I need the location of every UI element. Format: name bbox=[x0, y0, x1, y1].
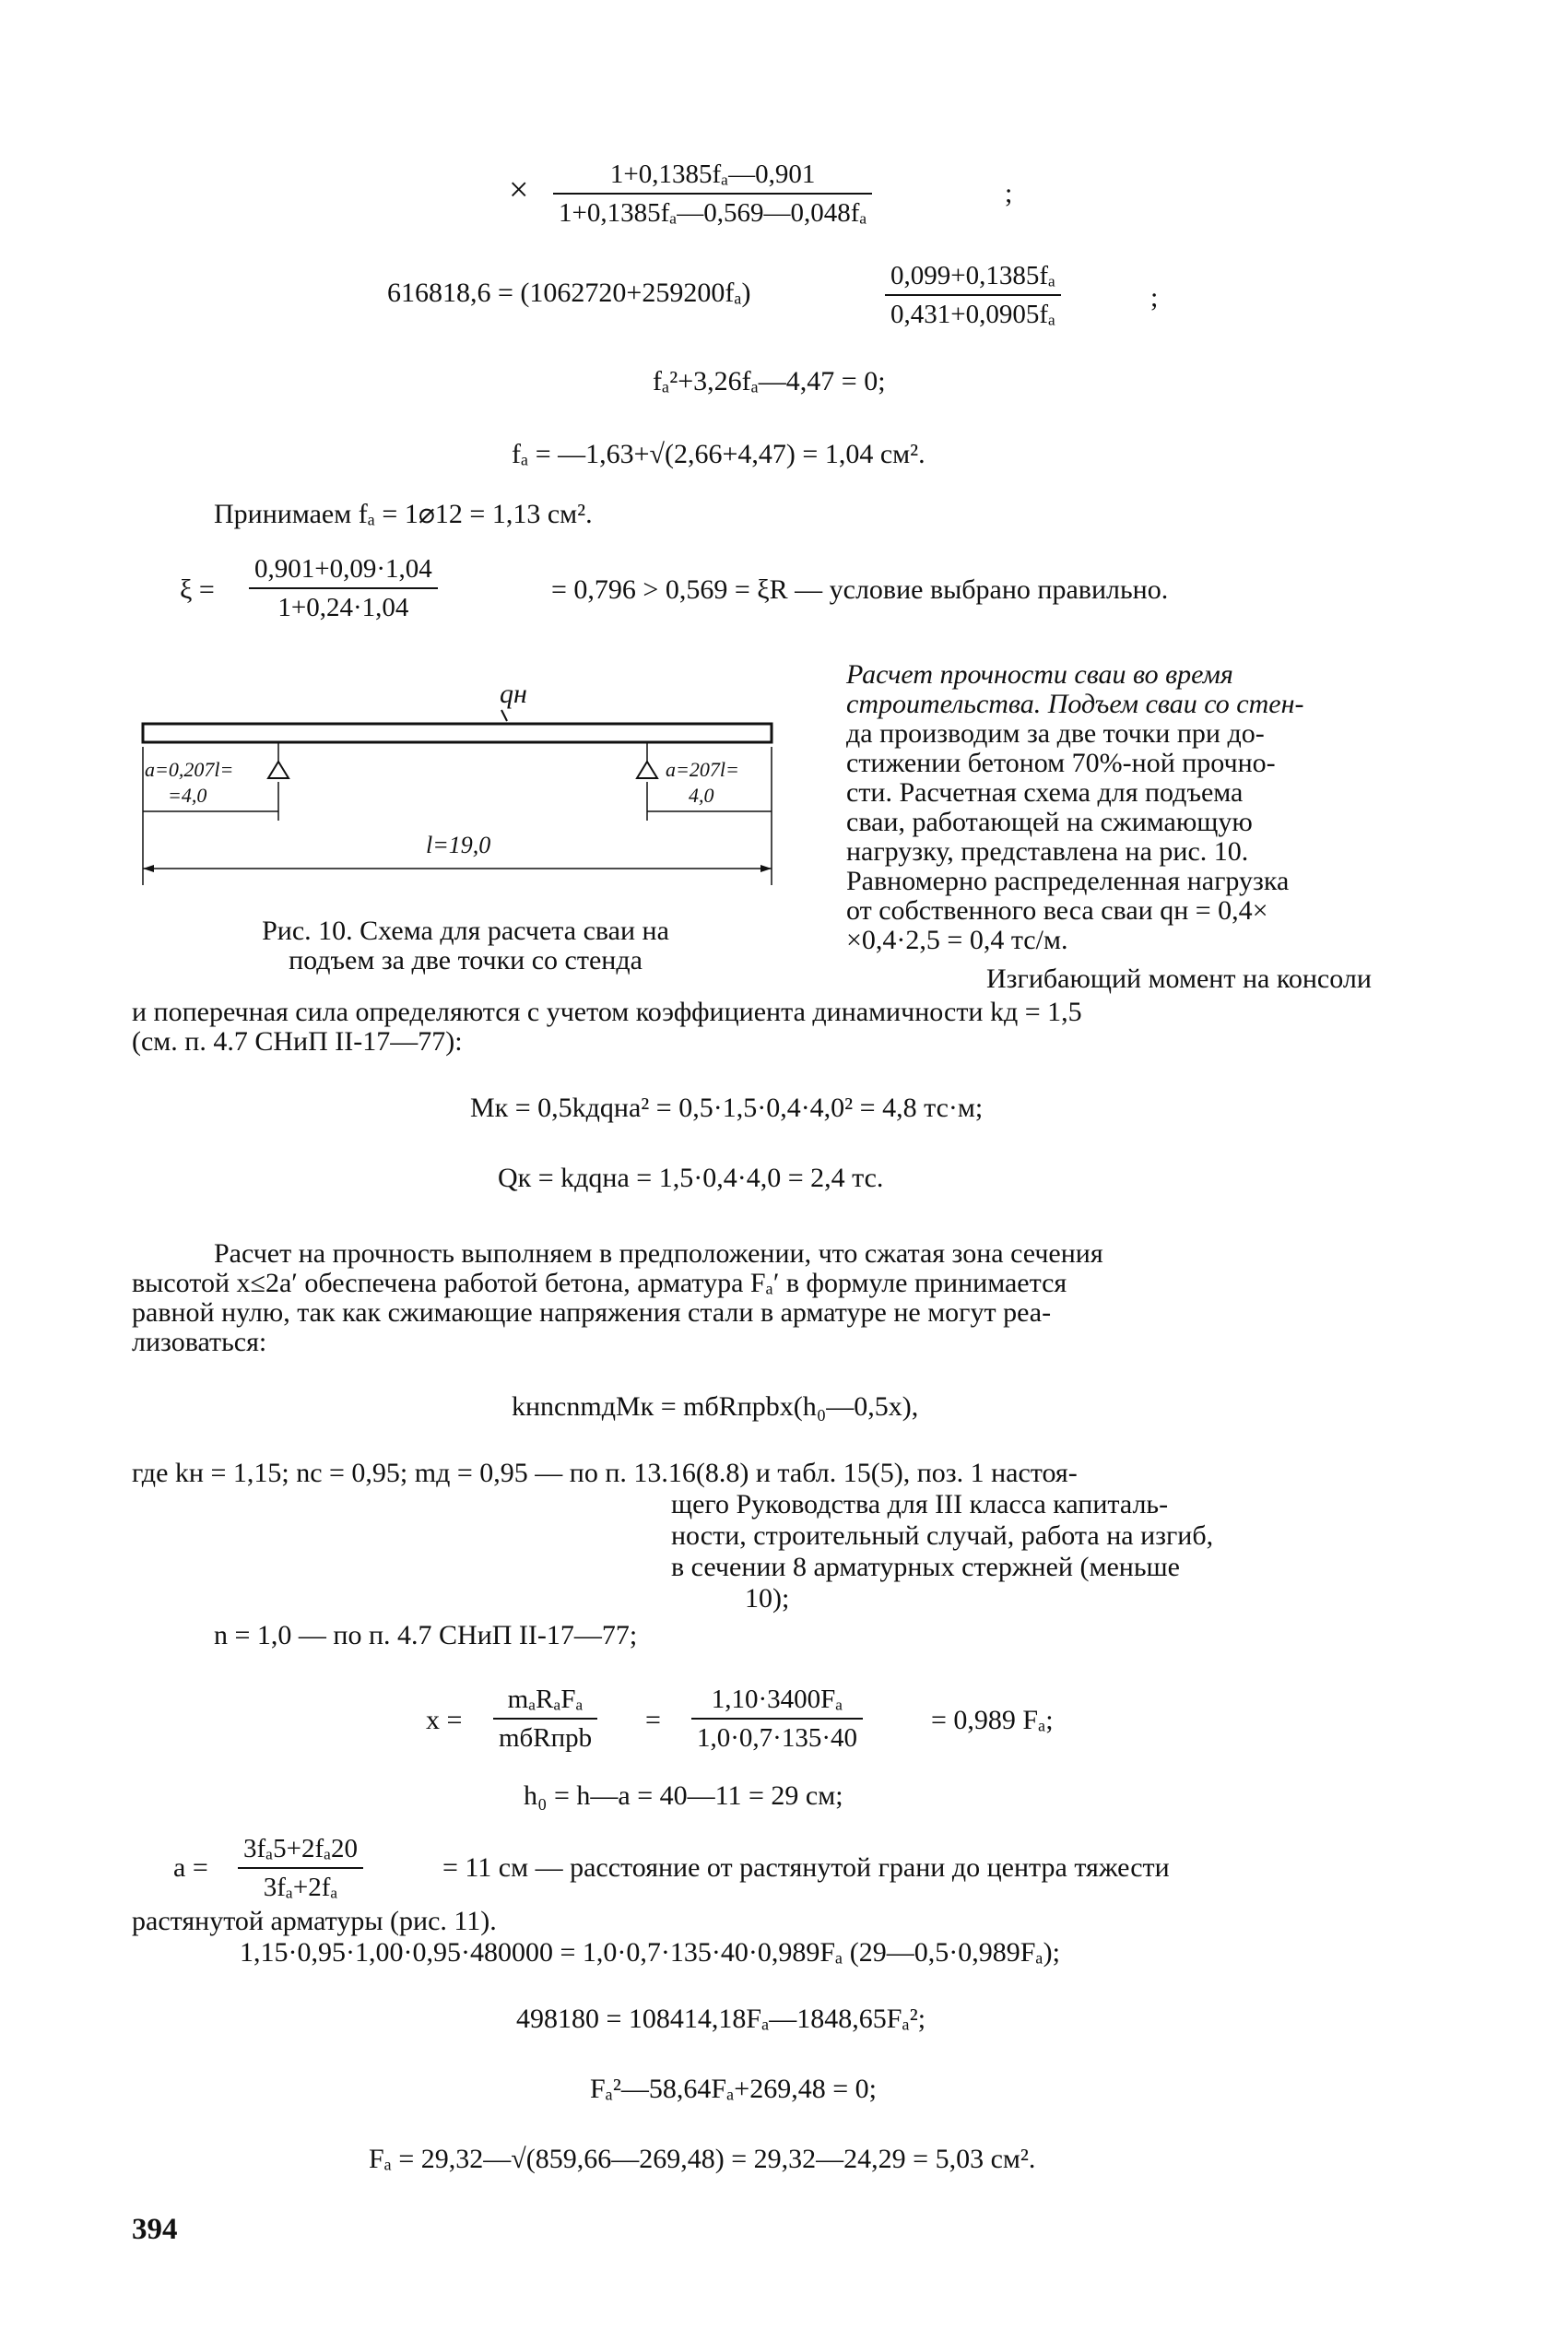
x-fraction-2-numerator: 1,10·3400Fₐ bbox=[711, 1685, 843, 1714]
right-text-line-9: от собственного веса сваи qн = 0,4× bbox=[846, 895, 1268, 926]
left-a-label-2: =4,0 bbox=[168, 784, 207, 807]
x-fraction-1-numerator: mₐRₐFₐ bbox=[507, 1685, 584, 1714]
body-line-2: (см. п. 4.7 СНиП II-17—77): bbox=[132, 1026, 463, 1057]
right-text-line-11: Изгибающий момент на консоли bbox=[986, 964, 1372, 994]
xi-numerator: 0,901+0,09·1,04 bbox=[254, 554, 432, 584]
big-equation: 1,15·0,95·1,00·0,95·480000 = 1,0·0,7·135·40·0,989Fₐ (29—0,5·0,989Fₐ); bbox=[240, 1937, 1060, 1968]
a-left: a = bbox=[173, 1852, 208, 1883]
fraction-2-suffix: ; bbox=[1150, 282, 1159, 313]
equation-4: fₐ = —1,63+√(2,66+4,47) = 1,04 см². bbox=[512, 439, 925, 469]
right-a-label-2: 4,0 bbox=[689, 784, 714, 807]
a-numerator: 3fₐ5+2fₐ20 bbox=[243, 1834, 359, 1863]
where-line-2: щего Руководства для III класса капиталь- bbox=[671, 1489, 1169, 1519]
right-a-label-1: a=207l= bbox=[666, 758, 739, 781]
times-sign: × bbox=[509, 171, 529, 209]
where-line-1: где kн = 1,15; nс = 0,95; mд = 0,95 — по п. 13.16(8.8) и табл. 15(5), поз. 1 настоя- bbox=[132, 1458, 1078, 1488]
diagram-svg bbox=[140, 673, 776, 894]
fraction-2 bbox=[885, 260, 1061, 330]
right-text-line-10: ×0,4·2,5 = 0,4 тс/м. bbox=[846, 925, 1068, 955]
a-right: = 11 см — расстояние от растянутой грани до центра тяжести bbox=[442, 1852, 1170, 1883]
main-strength-equation: kнnсnmдMк = mбRпрbx(h₀—0,5x), bbox=[512, 1391, 919, 1422]
equation-3: fₐ²+3,26fₐ—4,47 = 0; bbox=[653, 366, 886, 396]
left-a-label-1: a=0,207l= bbox=[145, 758, 234, 781]
paragraph-line-4: лизоваться: bbox=[132, 1327, 267, 1357]
xi-right: = 0,796 > 0,569 = ξR — условие выбрано правильно. bbox=[551, 574, 1169, 605]
a-continuation: растянутой арматуры (рис. 11). bbox=[132, 1906, 497, 1936]
right-text-line-5: сти. Расчетная схема для подъема bbox=[846, 777, 1244, 808]
x-fraction-2-denominator: 1,0·0,7·135·40 bbox=[691, 1718, 863, 1754]
paragraph-line-1: Расчет на прочность выполняем в предположении, что сжатая зона сечения bbox=[214, 1238, 1103, 1269]
pile-beam bbox=[143, 724, 772, 742]
x-left: x = bbox=[426, 1705, 463, 1735]
fraction-2-numerator: 0,099+0,1385fₐ bbox=[890, 261, 1055, 290]
equation-498180: 498180 = 108414,18Fₐ—1848,65Fₐ²; bbox=[516, 2004, 926, 2034]
right-text-line-2-text: строительства. Подъем сваи со стен- bbox=[846, 689, 1304, 719]
page-number: 394 bbox=[132, 2213, 178, 2246]
xi-fraction bbox=[249, 553, 438, 623]
right-text-line-6: сваи, работающей на сжимающую bbox=[846, 807, 1253, 837]
accept-line: Принимаем fₐ = 1⌀12 = 1,13 см². bbox=[214, 499, 593, 529]
right-text-line-8: Равномерно распределенная нагрузка bbox=[846, 866, 1290, 896]
where-line-4: в сечении 8 арматурных стержней (меньше bbox=[671, 1552, 1180, 1582]
body-line-1: и поперечная сила определяются с учетом коэффициента динамичности kд = 1,5 bbox=[132, 997, 1082, 1027]
fraction-1-suffix: ; bbox=[1005, 178, 1013, 208]
a-fraction bbox=[238, 1833, 363, 1903]
right-support-icon bbox=[637, 762, 657, 778]
fraction-1 bbox=[553, 159, 872, 229]
shear-equation: Qк = kдqнa = 1,5·0,4·4,0 = 2,4 тс. bbox=[498, 1163, 884, 1193]
x-equals: = bbox=[645, 1705, 661, 1735]
right-text-line-3: да производим за две точки при до- bbox=[846, 718, 1265, 749]
moment-equation: Mк = 0,5kдqнa² = 0,5·1,5·0,4·4,0² = 4,8 тс·м; bbox=[470, 1093, 984, 1123]
xi-left: ξ = bbox=[180, 574, 215, 605]
figure-caption-line-2: подъем за две точки со стенда bbox=[289, 945, 643, 975]
right-text-line-4: стижении бетоном 70%-ной прочно- bbox=[846, 748, 1276, 778]
right-text-line-1: Расчет прочности сваи во время bbox=[846, 659, 1233, 690]
fraction-2-denominator: 0,431+0,0905fₐ bbox=[885, 294, 1061, 330]
right-text-line-2 bbox=[846, 688, 1303, 721]
x-fraction-1-denominator: mбRпрb bbox=[493, 1718, 597, 1754]
span-arrow-left-icon bbox=[143, 865, 154, 872]
xi-denominator: 1+0,24·1,04 bbox=[249, 587, 438, 623]
x-fraction-1 bbox=[493, 1684, 597, 1754]
left-support-icon bbox=[268, 762, 289, 778]
right-text-line-7: нагрузку, представлена на рис. 10. bbox=[846, 836, 1249, 867]
paragraph-line-2: высотой x≤2a′ обеспечена работой бетона, арматура Fₐ′ в формуле принимается bbox=[132, 1268, 1067, 1298]
paragraph-line-3: равной нулю, так как сжимающие напряжения стали в арматуре не могут реа- bbox=[132, 1297, 1052, 1328]
load-label: qн bbox=[500, 679, 527, 709]
pile-lifting-diagram bbox=[140, 673, 776, 894]
span-label: l=19,0 bbox=[426, 832, 491, 858]
where-line-5: 10); bbox=[745, 1583, 790, 1614]
h0-equation: h₀ = h—a = 40—11 = 29 см; bbox=[524, 1780, 843, 1811]
n-coefficient-line: n = 1,0 — по п. 4.7 СНиП II-17—77; bbox=[214, 1620, 638, 1650]
fraction-1-denominator: 1+0,1385fₐ—0,569—0,048fₐ bbox=[553, 193, 872, 229]
load-arrow-icon bbox=[501, 710, 507, 721]
equation-2-left: 616818,6 = (1062720+259200fₐ) bbox=[387, 278, 751, 308]
x-fraction-2 bbox=[691, 1684, 863, 1754]
fa-solution: Fₐ = 29,32—√(859,66—269,48) = 29,32—24,29 = 5,03 см². bbox=[369, 2144, 1036, 2174]
x-right: = 0,989 Fₐ; bbox=[931, 1705, 1054, 1735]
a-denominator: 3fₐ+2fₐ bbox=[238, 1867, 363, 1903]
span-arrow-right-icon bbox=[760, 865, 772, 872]
quadratic-equation: Fₐ²—58,64Fₐ+269,48 = 0; bbox=[590, 2074, 877, 2104]
fraction-1-numerator: 1+0,1385fₐ—0,901 bbox=[609, 160, 816, 189]
where-line-3: ности, строительный случай, работа на изгиб, bbox=[671, 1520, 1214, 1551]
figure-caption-line-1: Рис. 10. Схема для расчета сваи на bbox=[262, 916, 669, 946]
